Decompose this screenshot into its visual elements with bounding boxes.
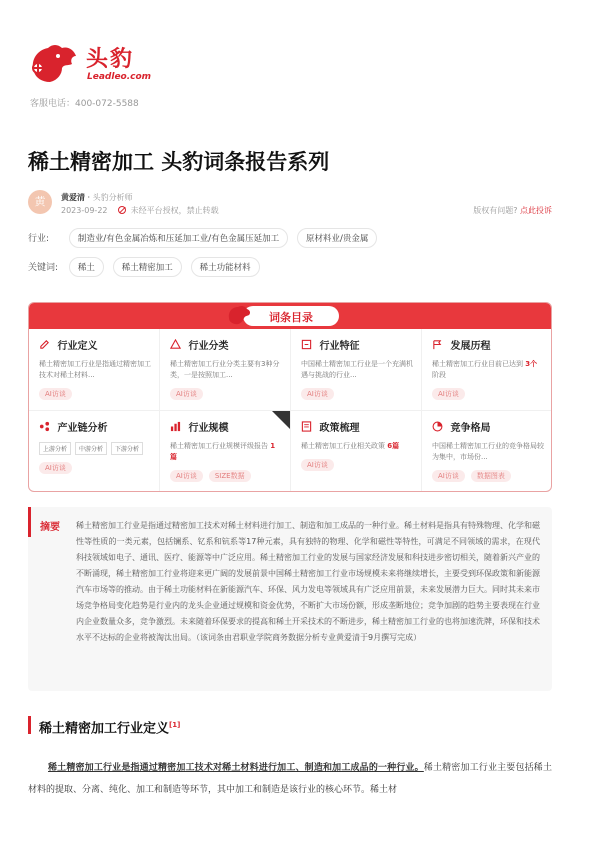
toc-banner bbox=[243, 306, 339, 326]
policy-icon bbox=[301, 421, 312, 432]
leopard-logo-icon bbox=[227, 304, 251, 326]
meta-line bbox=[61, 205, 219, 216]
ai-interview-button[interactable]: AI访谈 bbox=[432, 388, 465, 400]
toc-item-desc: 稀土精密加工行业是指通过精密加工技术对稀土材料... bbox=[39, 360, 151, 379]
desc-text: 稀土精密加工行业规模评级报告 bbox=[170, 442, 271, 450]
toc-item-scale[interactable] bbox=[160, 411, 291, 492]
toc-item-title: 发展历程 bbox=[450, 341, 491, 352]
keyword-tag[interactable]: 稀土 bbox=[69, 257, 104, 277]
body-rest: 稀土精密加工行业主要包括稀土材料的提取、分离、纯化、加工和制造等环节，其中加工和制造是该行业的核心环节。稀土材 bbox=[28, 763, 552, 795]
citation-ref[interactable]: [1] bbox=[169, 721, 181, 729]
toc-item-title: 行业定义 bbox=[57, 341, 98, 352]
corner-badge-icon bbox=[272, 411, 290, 429]
chain-icon bbox=[39, 421, 50, 432]
keyword-tag[interactable]: 稀土精密加工 bbox=[113, 257, 182, 277]
pie-chart-icon bbox=[432, 421, 443, 432]
toc-item-title: 竞争格局 bbox=[450, 423, 491, 434]
toc-item-desc: 稀土精密加工行业分类主要有3种分类，一是按照加工... bbox=[170, 360, 280, 379]
author-role: 头豹分析师 bbox=[92, 193, 133, 202]
toc-item-features[interactable] bbox=[291, 329, 422, 411]
size-data-button[interactable]: SIZE数据 bbox=[209, 470, 251, 482]
complaint-link[interactable]: 点此投诉 bbox=[520, 206, 552, 215]
toc-item-desc bbox=[301, 441, 413, 452]
abstract-box bbox=[28, 507, 552, 691]
bar-chart-icon bbox=[170, 421, 181, 432]
keyword-tag[interactable]: 稀土功能材料 bbox=[191, 257, 260, 277]
toc-item-title: 政策梳理 bbox=[319, 423, 360, 434]
toc-item-desc: 中国稀土精密加工行业的竞争格局较为集中，市场份... bbox=[432, 442, 544, 461]
toc-item-title: 行业分类 bbox=[188, 341, 229, 352]
ai-interview-button[interactable]: AI访谈 bbox=[39, 462, 72, 474]
desc-highlight: 3个 bbox=[525, 360, 538, 368]
pencil-icon bbox=[39, 339, 50, 350]
publish-date: 2023-09-22 bbox=[61, 206, 108, 215]
keywords-row bbox=[28, 257, 266, 277]
chain-chips bbox=[39, 434, 149, 455]
copyright-question: 版权有问题? bbox=[473, 206, 518, 215]
ai-interview-button[interactable]: AI访谈 bbox=[170, 388, 203, 400]
industry-tag[interactable]: 原材料业/贵金属 bbox=[297, 228, 377, 248]
brand-logo[interactable] bbox=[28, 40, 158, 90]
desc-text: 阶段 bbox=[432, 371, 446, 379]
toc-item-definition[interactable] bbox=[29, 329, 160, 411]
brand-name-cn: 头豹 bbox=[86, 47, 135, 72]
author-info bbox=[61, 192, 133, 203]
toc-item-desc bbox=[170, 441, 282, 463]
toc-grid bbox=[29, 329, 552, 492]
toc-item-desc: 中国稀土精密加工行业是一个充满机遇与挑战的行业... bbox=[301, 360, 413, 379]
page-title: 稀土精密加工 头豹词条报告系列 bbox=[28, 150, 330, 174]
industry-label: 行业: bbox=[28, 234, 50, 244]
toc-item-history[interactable] bbox=[422, 329, 552, 411]
abstract-text: 稀土精密加工行业是指通过精密加工技术对稀土材料进行加工、制造和加工成品的一种行业。稀土材料是指具有特殊物理、化学和磁性等性质的一类元素，包括镧系、钇系和钪系等17种元素，具有独特的物理、化学和磁性等特性，可满足不同领域的需求，在现代科技领域如电子、通讯、医疗、能源等中广泛应用。稀土精密加工行业的发展与国家经济发展和科技进步密切相关，随着新兴产业的不断涌现，稀土精密加工行业将迎来更广阔的发展前景中国稀土精密加工行业市场规模未来将继续增长，主要受到环保政策和新能源汽车市场等的推动。由于稀土功能材料在新能源汽车、环保、风力发电等领域具有广泛应用前景，未来发展潜力巨大。同时其未来市场竞争格局变化趋势是行业内的龙头企业通过规模和资金优势，不断扩大市场份额，形成垄断地位；竞争加剧的趋势主要表现在行业内企业数量众多，竞争激烈。未来随着环保要求的提高和稀土开采技术的不断进步，稀土精密加工行业的也将加速洗牌，环保和技术水平不达标的企业将被淘汰出局。（该词条由君职业学院商务数据分析专业黄爱清于9月撰写完成） bbox=[76, 521, 540, 642]
ai-interview-button[interactable]: AI访谈 bbox=[432, 470, 465, 482]
toc-item-title: 行业规模 bbox=[188, 423, 229, 434]
industry-tag[interactable]: 制造业/有色金属冶炼和压延加工业/有色金属压延加工 bbox=[69, 228, 288, 248]
desc-text: 稀土精密加工行业相关政策 bbox=[301, 442, 388, 450]
body-paragraph bbox=[28, 757, 552, 801]
desc-highlight: 1篇 bbox=[170, 442, 276, 461]
toc-panel bbox=[28, 302, 552, 492]
data-chart-button[interactable]: 数据图表 bbox=[471, 470, 511, 482]
toc-item-desc bbox=[432, 359, 544, 381]
industry-row bbox=[28, 228, 383, 248]
section-title: 稀土精密加工行业定义 bbox=[39, 721, 170, 737]
author-separator: · bbox=[87, 193, 93, 202]
abstract-label: 摘要 bbox=[40, 522, 60, 533]
ai-interview-button[interactable]: AI访谈 bbox=[170, 470, 203, 482]
abstract-accent-bar bbox=[28, 507, 31, 537]
service-phone: 客服电话：400-072-5588 bbox=[30, 99, 139, 109]
keywords-label: 关键词: bbox=[28, 263, 59, 273]
downstream-chip[interactable]: 下游分析 bbox=[111, 442, 143, 455]
features-icon bbox=[301, 339, 312, 350]
upstream-chip[interactable]: 上游分析 bbox=[39, 442, 71, 455]
ai-interview-button[interactable]: AI访谈 bbox=[301, 388, 334, 400]
ai-interview-button[interactable]: AI访谈 bbox=[39, 388, 72, 400]
ai-interview-button[interactable]: AI访谈 bbox=[301, 459, 334, 471]
history-icon bbox=[432, 339, 443, 350]
desc-highlight: 6篇 bbox=[387, 442, 400, 450]
desc-text: 稀土精密加工行业目前已达到 bbox=[432, 360, 526, 368]
copyright-notice: 未经平台授权，禁止转载 bbox=[130, 206, 219, 215]
classification-icon bbox=[170, 339, 181, 350]
leopard-logo-icon bbox=[28, 42, 78, 84]
prohibited-icon bbox=[118, 206, 126, 214]
toc-banner-text: 词条目录 bbox=[269, 311, 313, 324]
toc-item-title: 行业特征 bbox=[319, 341, 360, 352]
body-underlined: 稀土精密加工行业是指通过精密加工技术对稀土材料进行加工、制造和加工成品的一种行业。 bbox=[48, 763, 424, 773]
toc-item-competition[interactable] bbox=[422, 411, 552, 492]
brand-name-en: Leadleo.com bbox=[87, 72, 152, 82]
author-avatar: 黄 bbox=[28, 190, 52, 214]
toc-item-title: 产业链分析 bbox=[57, 423, 108, 434]
author-name[interactable]: 黄爱清 bbox=[61, 193, 85, 202]
midstream-chip[interactable]: 中游分析 bbox=[75, 442, 107, 455]
section-heading bbox=[28, 716, 181, 737]
toc-item-policy[interactable] bbox=[291, 411, 422, 492]
toc-item-classification[interactable] bbox=[160, 329, 291, 411]
toc-header bbox=[29, 303, 551, 329]
copyright-complaint bbox=[473, 205, 552, 216]
toc-item-chain[interactable] bbox=[29, 411, 160, 492]
